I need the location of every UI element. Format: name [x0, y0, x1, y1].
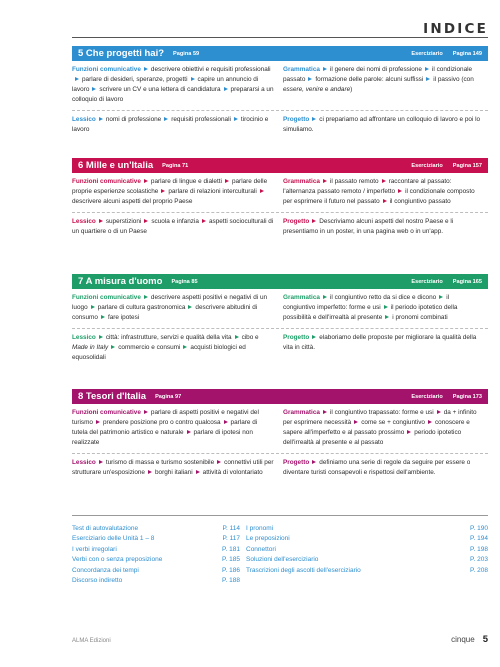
toc-entry[interactable]: Connettori P. 198: [246, 545, 488, 553]
appendix-rule: [72, 515, 488, 516]
unit-title: 7 A misura d'uomo: [78, 276, 163, 287]
header-rule: [72, 37, 488, 38]
unit-page: Pagina 71: [162, 162, 189, 169]
appendix-list-right: [246, 524, 488, 576]
unit-header-bar: [72, 158, 488, 173]
funzioni-comunicative: Funzioni comunicative parlare di lingue e dialetti parlare delle proprie esperienze scolastiche parlare di relazioni interculturalidescrivere alcuni aspetti del proprio Paese: [72, 178, 268, 205]
progetto: Progetto elaboriamo delle proposte per migliorare la qualità della vita in città.: [283, 333, 477, 351]
unit-6: [72, 158, 488, 237]
eserciziario-page: Pagina 165: [452, 278, 482, 285]
eserciziario-page: Pagina 149: [452, 50, 482, 57]
toc-entry[interactable]: I verbi irregolari P. 181: [72, 545, 240, 553]
grammatica: Grammatica il genere dei nomi di professione il condizionale passato formazione delle parole: alcuni suffissi il passivo (con essere, venire e andare): [283, 66, 474, 93]
toc-entry[interactable]: Test di autovalutazione P. 114: [72, 525, 240, 532]
grammatica: Grammatica il congiuntivo trapassato: forme e usi da + infinito per esprimere necessità come se + congiuntivo conoscere e sapere all'imperfetto e al passato prossimo periodo ipotetico dell'irrealtà al presente e al passato: [283, 409, 477, 446]
page-number: [451, 634, 488, 645]
eserciziario-page: Pagina 157: [452, 162, 482, 169]
toc-entry[interactable]: Le preposizioni P. 194: [246, 535, 488, 543]
lessico: Lessico città: infrastrutture, servizi e qualità della vita cibo e Made in Italy commercio e consumi acquisti biologici ed equosolidali: [72, 333, 259, 361]
unit-title: 6 Mille e un'Italia: [78, 160, 154, 171]
page-number-digit: 5: [482, 634, 488, 645]
unit-header-bar: [72, 389, 488, 404]
toc-entry[interactable]: Concordanza dei tempi P. 186: [72, 566, 240, 574]
progetto: Progetto Descriviamo alcuni aspetti del nostro Paese e li presentiamo in un poster, in una pagina web o in un'app.: [283, 217, 454, 235]
lessico: Lessico superstizioni scuola e infanzia aspetti socioculturali di un quartiere o di un Paese: [72, 217, 274, 235]
eserciziario-label: Eserciziario: [411, 162, 443, 169]
toc-entry[interactable]: Soluzioni dell'eserciziario P. 203: [246, 556, 488, 564]
unit-header-bar: [72, 274, 488, 289]
funzioni-comunicative: Funzioni comunicative descrivere obiettivi e requisiti professionaliparlare di desideri, speranze, progetti capire un annuncio di lavoro scrivere un CV e una lettera di candidatura prepararsi a un colloquio di lavoro: [72, 66, 274, 103]
lessico: Lessico nomi di professione requisiti professionali tirocinio e lavoro: [72, 115, 269, 133]
unit-page: Pagina 97: [155, 393, 182, 400]
eserciziario-label: Eserciziario: [411, 393, 443, 400]
unit-header-bar: [72, 46, 488, 61]
page-title: INDICE: [423, 21, 488, 37]
unit-title: 5 Che progetti hai?: [78, 48, 165, 59]
eserciziario-label: Eserciziario: [411, 278, 443, 285]
progetto: Progetto ci prepariamo ad affrontare un colloquio di lavoro e poi lo simuliamo.: [283, 115, 481, 133]
unit-5: [72, 46, 488, 135]
eserciziario-label: Eserciziario: [411, 50, 443, 57]
grammatica: Grammatica il passato remoto raccontare al passato: l'alternanza passato remoto / imperfetto il condizionale composto per esprimere il futuro nel passato il congiuntivo passato: [283, 178, 475, 205]
unit-page: Pagina 85: [171, 278, 198, 285]
publisher-name: ALMA Edizioni: [72, 638, 111, 644]
appendix-list-left: [72, 524, 240, 586]
unit-7: [72, 274, 488, 363]
eserciziario-page: Pagina 173: [452, 393, 482, 400]
toc-entry[interactable]: I pronomi P. 190: [246, 525, 488, 532]
toc-entry[interactable]: Eserciziario delle Unità 1 – 8 P. 117: [72, 535, 240, 543]
funzioni-comunicative: Funzioni comunicative parlare di aspetti positivi e negativi del turismo prendere posizione pro o contro qualcosa parlare di tutela del patrimonio artistico e naturale parlare di ipotesi non realizzate: [72, 409, 259, 446]
unit-8: [72, 389, 488, 478]
toc-entry[interactable]: Trascrizioni degli ascolti dell'eserciziario P. 208: [246, 566, 488, 574]
unit-title: 8 Tesori d'Italia: [78, 391, 147, 402]
progetto: Progetto definiamo una serie di regole da seguire per essere o diventare turisti consapevoli e rispettosi dell'ambiente.: [283, 458, 471, 476]
toc-entry[interactable]: Verbi con o senza preposizione P. 185: [72, 556, 240, 564]
funzioni-comunicative: Funzioni comunicative descrivere aspetti positivi e negativi di un luogo parlare di cultura gastronomica descrivere abitudini di consumo fare ipotesi: [72, 294, 268, 321]
grammatica: Grammatica il congiuntivo retto da si dice e dicono il congiuntivo imperfetto: forme e usi il periodo ipotetico della possibilità e dell'irrealtà al presente i pronomi combinati: [283, 294, 458, 321]
unit-page: Pagina 59: [173, 50, 200, 57]
page-word: cinque: [451, 635, 475, 644]
lessico: Lessico turismo di massa e turismo sostenibile connettivi utili per strutturare un'esposizione borghi italiani attività di volontariato: [72, 458, 274, 476]
toc-entry[interactable]: Discorso indiretto P. 188: [72, 576, 240, 584]
